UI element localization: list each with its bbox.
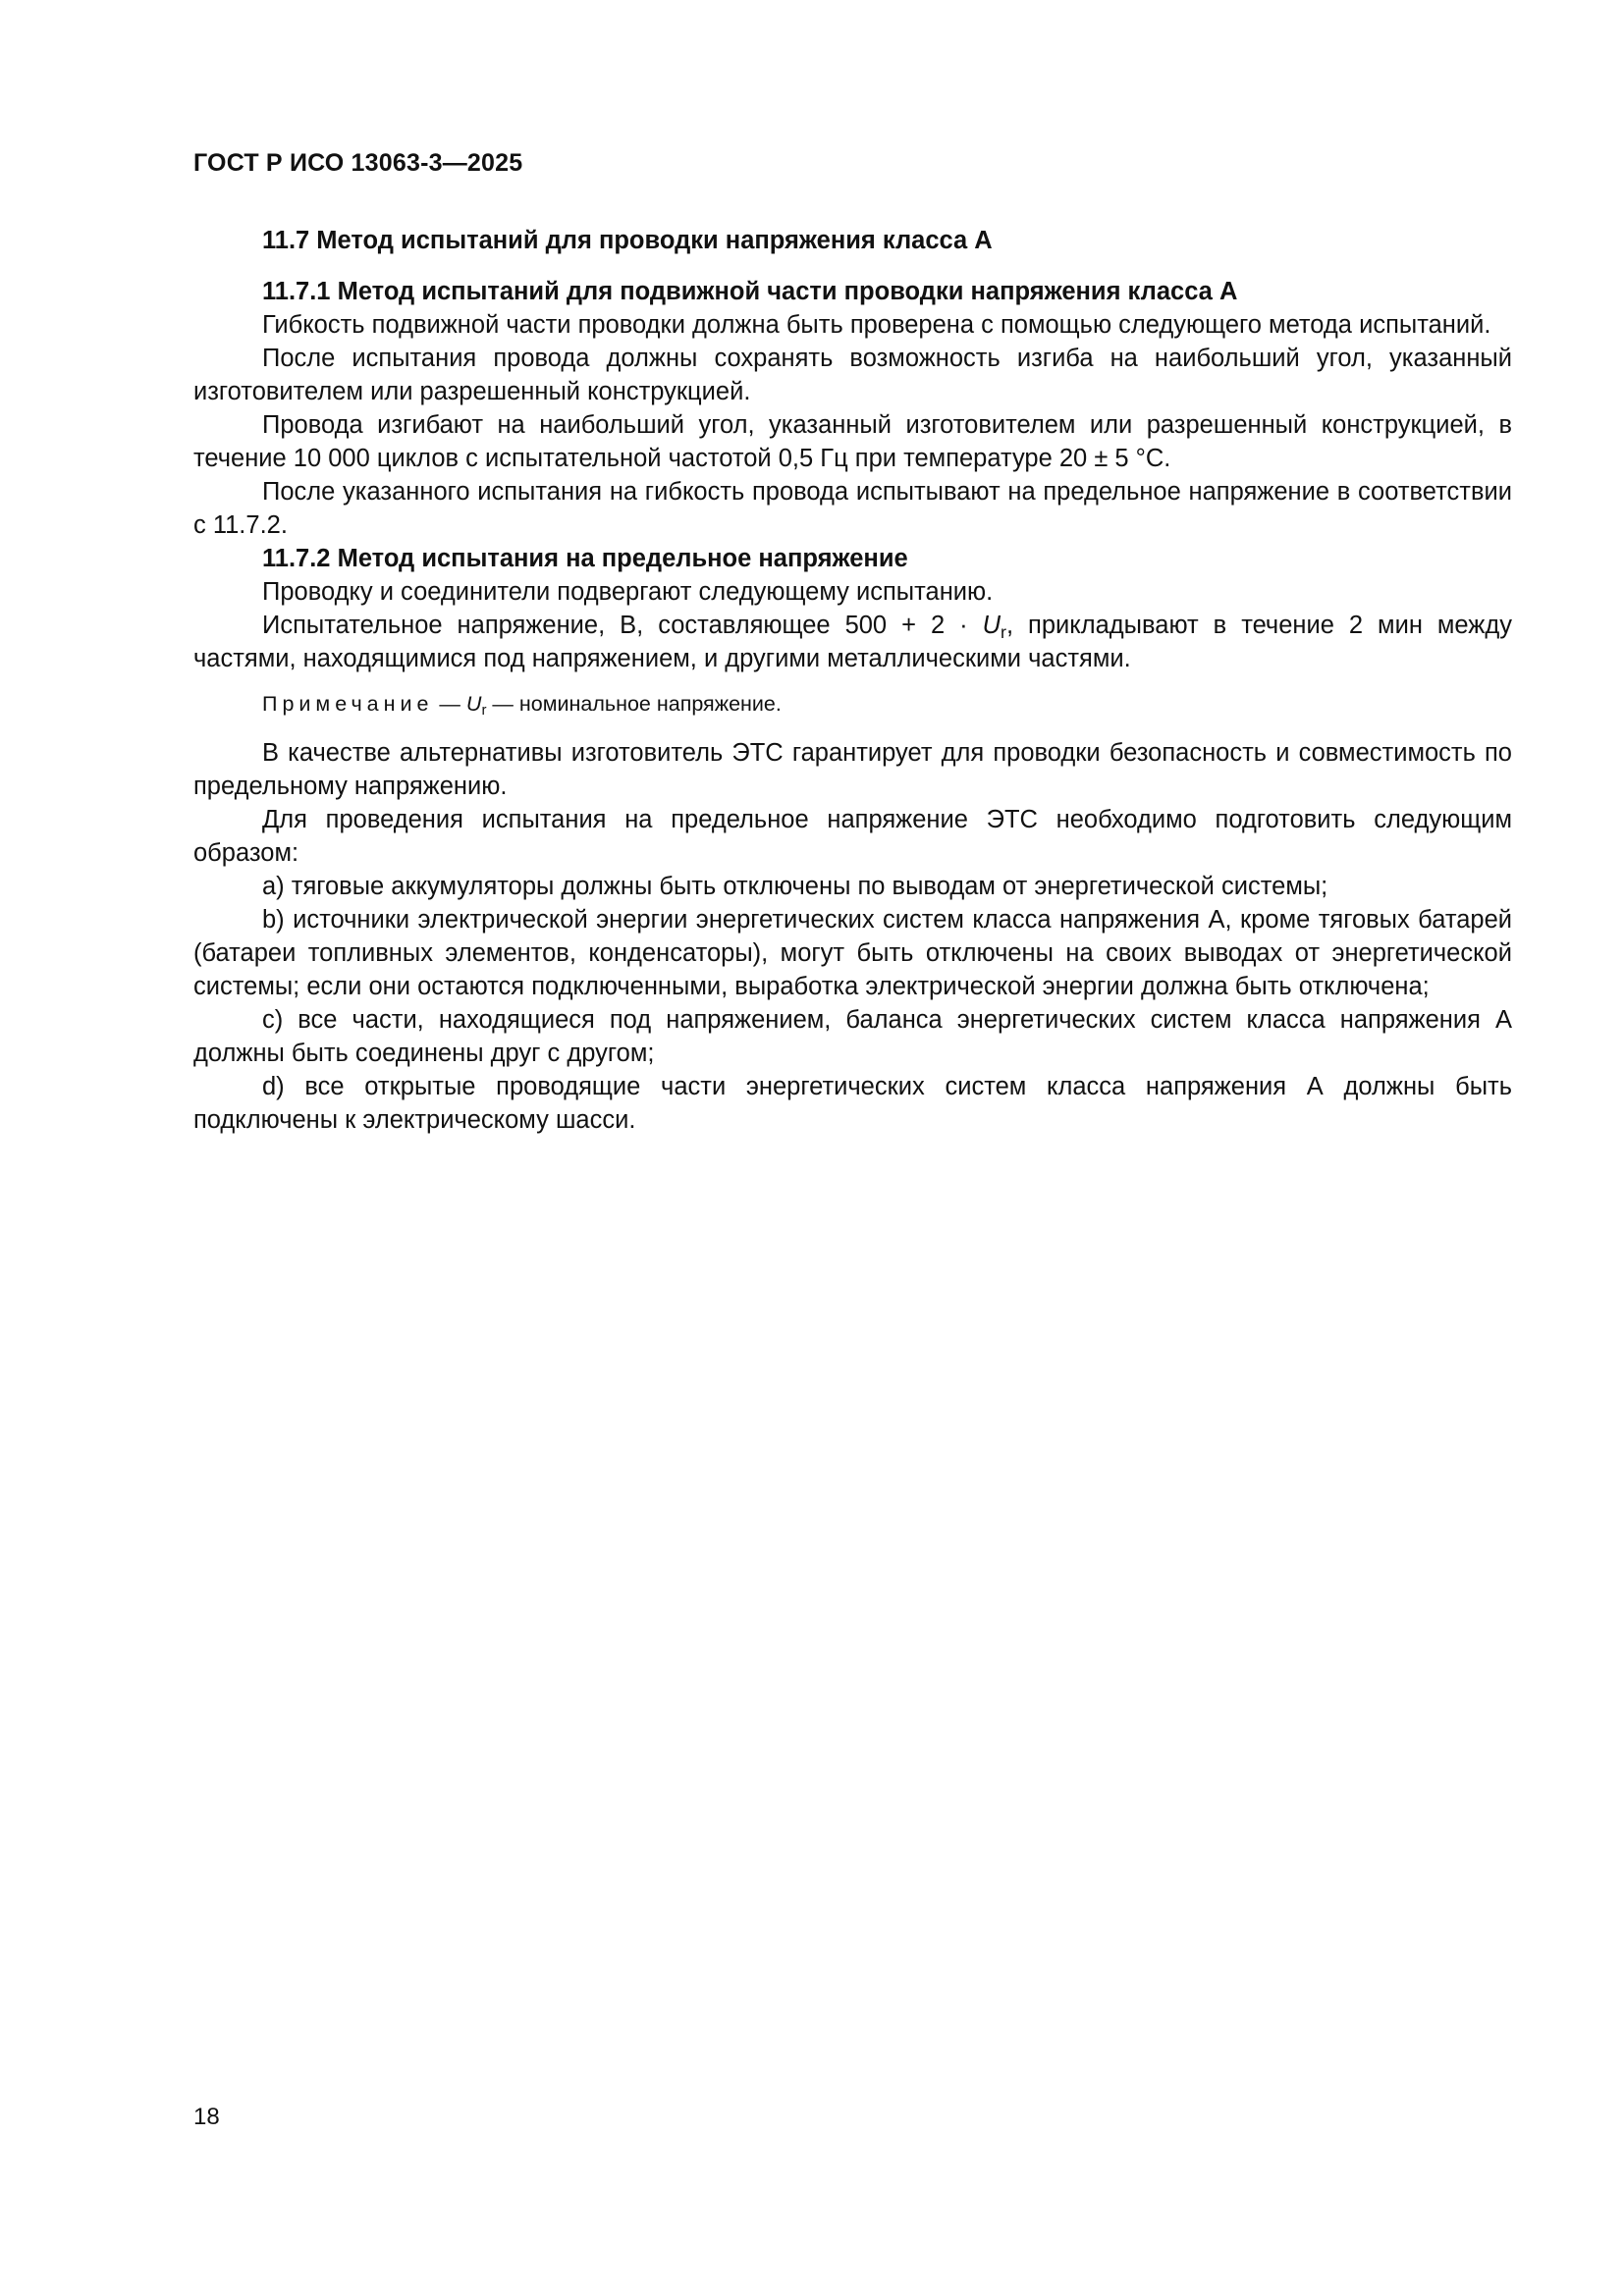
paragraph: Проводку и соединители подвергают следующему испытанию.	[262, 578, 994, 606]
paragraph: После указанного испытания на гибкость провода испытывают на предельное напряжение в соответствии с 11.7.2.	[193, 478, 1512, 539]
section-heading-11-7: 11.7 Метод испытаний для проводки напряжения класса А	[262, 227, 993, 254]
note	[193, 687, 1512, 721]
document-body	[193, 224, 1512, 1137]
section-heading-11-7-1: 11.7.1 Метод испытаний для подвижной части проводки напряжения класса А	[262, 278, 1238, 305]
list-item: c) все части, находящиеся под напряжением, баланса энергетических систем класса напряжения А должны быть соединены друг с другом;	[193, 1006, 1512, 1067]
note-text: — номинальное напряжение.	[486, 692, 782, 716]
text-fragment: Испытательное напряжение, В, составляющее 500 + 2 ·	[262, 612, 983, 639]
paragraph: Для проведения испытания на предельное напряжение ЭТС необходимо подготовить следующим образом:	[193, 806, 1512, 867]
note-dash: —	[433, 692, 466, 716]
voltage-subscript: r	[1001, 621, 1006, 642]
note-symbol: U	[465, 692, 482, 716]
section-heading-11-7-2: 11.7.2 Метод испытания на предельное напряжение	[262, 545, 908, 572]
paragraph-test-voltage	[193, 609, 1512, 675]
document-standard-id: ГОСТ Р ИСО 13063-3—2025	[193, 149, 523, 177]
paragraph: После испытания провода должны сохранять возможность изгиба на наибольший угол, указанный изготовителем или разрешенный конструкцией.	[193, 345, 1512, 405]
voltage-symbol: U	[982, 612, 1001, 639]
paragraph: В качестве альтернативы изготовитель ЭТС гарантирует для проводки безопасность и совместимость по предельному напряжению.	[193, 739, 1512, 800]
list-item: b) источники электрической энергии энергетических систем класса напряжения А, кроме тяговых батарей (батареи топливных элементов, конденсаторы), могут быть отключены на своих выводах от энергетической системы; если они остаются подключенными, выработка электрической энергии должна быть отключена;	[193, 906, 1512, 1000]
paragraph: Гибкость подвижной части проводки должна быть проверена с помощью следующего метода испытаний.	[262, 311, 1491, 339]
page-number: 18	[193, 2104, 220, 2130]
note-label: Примечание	[262, 692, 434, 716]
list-item: а) тяговые аккумуляторы должны быть отключены по выводам от энергетической системы;	[262, 873, 1328, 900]
text-fragment: , прикладывают в течение 2 мин между частями, находящимися под напряжением, и другими металлическими частями.	[193, 612, 1512, 672]
note-subscript: r	[481, 702, 487, 720]
list-item: d) все открытые проводящие части энергетических систем класса напряжения А должны быть подключены к электрическому шасси.	[193, 1073, 1512, 1134]
paragraph: Провода изгибают на наибольший угол, указанный изготовителем или разрешенный конструкцией, в течение 10 000 циклов с испытательной частотой 0,5 Гц при температуре 20 ± 5 °С.	[193, 411, 1512, 472]
